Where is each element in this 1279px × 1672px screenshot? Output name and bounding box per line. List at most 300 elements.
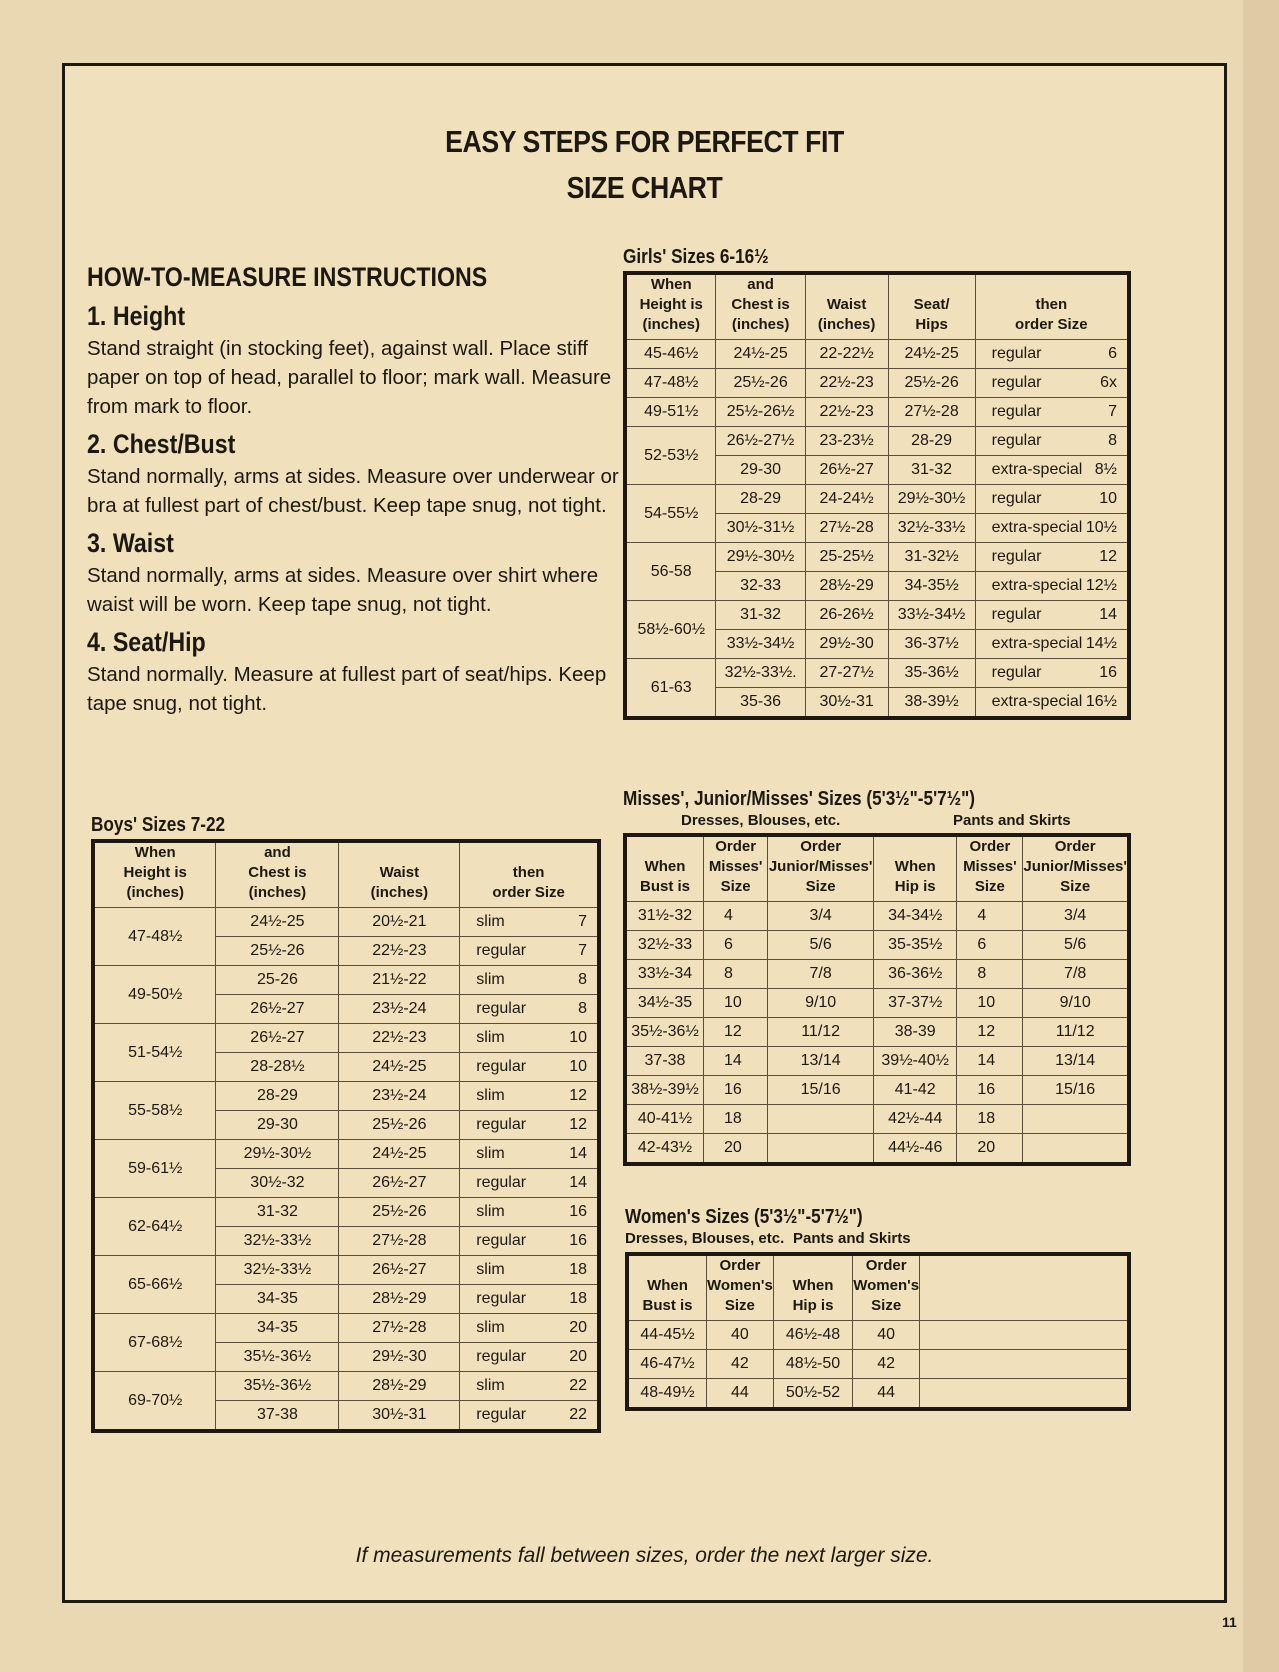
size-cell: 10 bbox=[703, 989, 767, 1018]
girls-header-1 bbox=[716, 273, 805, 340]
size-value: 10 bbox=[569, 1058, 587, 1075]
order-size-cell bbox=[975, 340, 1129, 369]
measure-cell: 37-38 bbox=[216, 1401, 339, 1432]
measure-cell: 36-37½ bbox=[888, 630, 975, 659]
measure-cell: 25½-26 bbox=[339, 1111, 460, 1140]
height-cell: 59-61½ bbox=[93, 1140, 216, 1198]
size-cell: 37-38 bbox=[625, 1047, 703, 1076]
header-line: Chest is bbox=[731, 296, 790, 313]
table-row bbox=[627, 1321, 1129, 1350]
measure-cell: 25½-26 bbox=[888, 369, 975, 398]
fit-type: slim bbox=[476, 1377, 505, 1394]
header-line: then bbox=[1035, 296, 1068, 313]
size-value: 20 bbox=[569, 1348, 587, 1365]
header-line: Order bbox=[715, 838, 757, 855]
header-line: Size bbox=[805, 878, 836, 895]
measure-cell: 29½-30½ bbox=[716, 543, 805, 572]
header-line: Height is bbox=[123, 864, 187, 881]
fit-type: regular bbox=[991, 374, 1042, 391]
header-line: Size bbox=[871, 1297, 902, 1314]
fit-type: regular bbox=[991, 345, 1042, 362]
size-cell: 40 bbox=[706, 1321, 773, 1350]
header-line: Size bbox=[720, 878, 751, 895]
girls-header-4 bbox=[975, 273, 1129, 340]
size-value: 8½ bbox=[1094, 461, 1117, 478]
women-table-title: Women's Sizes (5'3½"-5'7½") bbox=[625, 1206, 863, 1228]
size-value: 10 bbox=[1099, 490, 1117, 507]
size-cell: 41-42 bbox=[874, 1076, 957, 1105]
measure-cell: 29½-30 bbox=[805, 630, 888, 659]
size-cell: 42-43½ bbox=[625, 1134, 703, 1165]
size-value: 20 bbox=[569, 1319, 587, 1336]
size-cell: 3/4 bbox=[1023, 902, 1129, 931]
measure-cell: 23-23½ bbox=[805, 427, 888, 456]
girls-size-table bbox=[623, 271, 1131, 720]
measure-cell: 38-39½ bbox=[888, 688, 975, 719]
table-row bbox=[93, 1024, 599, 1053]
fit-type: slim bbox=[476, 1087, 505, 1104]
size-cell: 15/16 bbox=[1023, 1076, 1129, 1105]
fit-type: regular bbox=[476, 1232, 527, 1249]
table-row bbox=[625, 485, 1129, 514]
size-cell: 9/10 bbox=[1023, 989, 1129, 1018]
size-cell: 15/16 bbox=[768, 1076, 874, 1105]
fit-type: regular bbox=[476, 942, 527, 959]
size-value: 12 bbox=[569, 1087, 587, 1104]
order-size-cell bbox=[460, 1256, 599, 1285]
size-value: 16 bbox=[569, 1203, 587, 1220]
order-size-cell bbox=[460, 1343, 599, 1372]
header-line: Waist bbox=[379, 864, 420, 881]
measure-cell: 24½-25 bbox=[339, 1053, 460, 1082]
size-cell: 44 bbox=[706, 1379, 773, 1410]
table-row bbox=[625, 601, 1129, 630]
measure-cell: 29½-30½ bbox=[216, 1140, 339, 1169]
size-cell: 11/12 bbox=[768, 1018, 874, 1047]
size-cell: 5/6 bbox=[768, 931, 874, 960]
measure-cell: 30½-31 bbox=[805, 688, 888, 719]
table-row bbox=[93, 908, 599, 937]
header-line: Order bbox=[969, 838, 1011, 855]
fit-type: regular bbox=[476, 1290, 527, 1307]
table-row bbox=[93, 966, 599, 995]
size-cell: 48-49½ bbox=[627, 1379, 706, 1410]
header-line: When bbox=[644, 858, 686, 875]
size-cell: 7/8 bbox=[1023, 960, 1129, 989]
size-value: 22 bbox=[569, 1406, 587, 1423]
header-line: Size bbox=[1060, 878, 1091, 895]
table-row bbox=[93, 1256, 599, 1285]
order-size-cell bbox=[975, 601, 1129, 630]
size-cell: 6 bbox=[957, 931, 1023, 960]
step-seat-title: 4. Seat/Hip bbox=[87, 627, 206, 657]
size-cell: 8 bbox=[703, 960, 767, 989]
size-cell: 14 bbox=[957, 1047, 1023, 1076]
size-cell: 48½-50 bbox=[773, 1350, 852, 1379]
size-value: 8 bbox=[1108, 432, 1117, 449]
height-cell: 51-54½ bbox=[93, 1024, 216, 1082]
order-size-cell bbox=[975, 456, 1129, 485]
header-line: When bbox=[647, 1277, 688, 1294]
size-value: 18 bbox=[569, 1290, 587, 1307]
order-size-cell bbox=[460, 937, 599, 966]
measure-cell: 26½-27 bbox=[216, 995, 339, 1024]
measure-cell: 35½-36½ bbox=[216, 1372, 339, 1401]
size-value: 14 bbox=[569, 1174, 587, 1191]
step-height-title: 1. Height bbox=[87, 301, 186, 331]
size-cell: 40 bbox=[853, 1321, 920, 1350]
measure-cell: 32-33 bbox=[716, 572, 805, 601]
table-row bbox=[625, 1047, 1129, 1076]
measure-cell: 29½-30½ bbox=[888, 485, 975, 514]
blank-cell bbox=[920, 1379, 1129, 1410]
order-size-cell bbox=[460, 1140, 599, 1169]
order-size-cell bbox=[460, 1227, 599, 1256]
measure-cell: 25½-26 bbox=[716, 369, 805, 398]
header-line: then bbox=[512, 864, 545, 881]
measure-cell: 35½-36½ bbox=[216, 1343, 339, 1372]
size-cell: 20 bbox=[703, 1134, 767, 1165]
order-size-cell bbox=[975, 659, 1129, 688]
measure-cell: 24½-25 bbox=[716, 340, 805, 369]
table-row bbox=[625, 340, 1129, 369]
misses-caption-pants: Pants and Skirts bbox=[953, 812, 1071, 829]
size-value: 7 bbox=[578, 942, 587, 959]
fit-type: extra-special bbox=[991, 519, 1083, 536]
order-size-cell bbox=[460, 1082, 599, 1111]
size-cell: 9/10 bbox=[768, 989, 874, 1018]
size-cell: 33½-34 bbox=[625, 960, 703, 989]
size-value: 14½ bbox=[1085, 635, 1117, 652]
header-line: (inches) bbox=[248, 884, 307, 901]
size-cell: 16 bbox=[703, 1076, 767, 1105]
height-cell: 47-48½ bbox=[625, 369, 716, 398]
measure-cell: 26½-27 bbox=[339, 1169, 460, 1198]
misses-header-1 bbox=[703, 835, 767, 902]
order-size-cell bbox=[975, 369, 1129, 398]
height-cell: 69-70½ bbox=[93, 1372, 216, 1432]
girls-header-2 bbox=[805, 273, 888, 340]
boys-size-table bbox=[91, 839, 601, 1433]
order-size-cell bbox=[460, 1314, 599, 1343]
table-row bbox=[625, 960, 1129, 989]
size-value: 22 bbox=[569, 1377, 587, 1394]
measure-cell: 22½-23 bbox=[339, 937, 460, 966]
order-size-cell bbox=[460, 1111, 599, 1140]
measure-cell: 22½-23 bbox=[339, 1024, 460, 1053]
step-waist-text: Stand normally, arms at sides. Measure over shirt where waist will be worn. Keep tape snug, not tight. bbox=[87, 564, 599, 616]
order-size-cell bbox=[460, 1285, 599, 1314]
table-row bbox=[93, 1314, 599, 1343]
table-row bbox=[625, 989, 1129, 1018]
page-edge bbox=[1243, 0, 1279, 1672]
size-cell: 38½-39½ bbox=[625, 1076, 703, 1105]
size-cell: 7/8 bbox=[768, 960, 874, 989]
header-line: Size bbox=[974, 878, 1005, 895]
fit-type: slim bbox=[476, 913, 505, 930]
how-to-measure-section bbox=[87, 262, 647, 722]
header-line: Junior/Misses' bbox=[1023, 858, 1127, 875]
size-cell: 3/4 bbox=[768, 902, 874, 931]
measure-cell: 31-32½ bbox=[888, 543, 975, 572]
order-size-cell bbox=[460, 1198, 599, 1227]
women-size-table bbox=[625, 1252, 1131, 1411]
table-row bbox=[93, 1372, 599, 1401]
header-line: Hip is bbox=[894, 878, 936, 895]
size-value: 8 bbox=[578, 971, 587, 988]
fit-type: slim bbox=[476, 1145, 505, 1162]
height-cell: 52-53½ bbox=[625, 427, 716, 485]
size-cell: 35½-36½ bbox=[625, 1018, 703, 1047]
measure-cell: 27½-28 bbox=[805, 514, 888, 543]
misses-header-5 bbox=[1023, 835, 1129, 902]
order-size-cell bbox=[975, 427, 1129, 456]
measure-cell: 21½-22 bbox=[339, 966, 460, 995]
size-cell: 18 bbox=[957, 1105, 1023, 1134]
measure-cell: 25-25½ bbox=[805, 543, 888, 572]
size-cell: 35-35½ bbox=[874, 931, 957, 960]
header-line: and bbox=[747, 276, 774, 293]
boys-table-title: Boys' Sizes 7-22 bbox=[91, 814, 226, 836]
table-row bbox=[93, 1198, 599, 1227]
size-chart-frame bbox=[62, 63, 1227, 1603]
measure-cell: 27½-28 bbox=[888, 398, 975, 427]
women-header-1 bbox=[706, 1254, 773, 1321]
size-value: 10½ bbox=[1085, 519, 1117, 536]
size-cell: 42½-44 bbox=[874, 1105, 957, 1134]
size-value: 18 bbox=[569, 1261, 587, 1278]
size-cell: 44-45½ bbox=[627, 1321, 706, 1350]
order-size-cell bbox=[460, 1169, 599, 1198]
measure-cell: 22½-23 bbox=[805, 369, 888, 398]
size-cell: 20 bbox=[957, 1134, 1023, 1165]
measure-cell: 34-35 bbox=[216, 1285, 339, 1314]
measure-cell: 31-32 bbox=[716, 601, 805, 630]
footnote: If measurements fall between sizes, order the next larger size. bbox=[355, 1544, 934, 1567]
header-line: Hips bbox=[915, 316, 948, 333]
measure-cell: 20½-21 bbox=[339, 908, 460, 937]
step-chest-title: 2. Chest/Bust bbox=[87, 429, 236, 459]
size-value: 7 bbox=[578, 913, 587, 930]
height-cell: 58½-60½ bbox=[625, 601, 716, 659]
table-row bbox=[625, 1018, 1129, 1047]
height-cell: 65-66½ bbox=[93, 1256, 216, 1314]
size-cell: 16 bbox=[957, 1076, 1023, 1105]
fit-type: slim bbox=[476, 1029, 505, 1046]
size-cell: 40-41½ bbox=[625, 1105, 703, 1134]
table-row bbox=[625, 543, 1129, 572]
size-value: 12 bbox=[569, 1116, 587, 1133]
order-size-cell bbox=[460, 1024, 599, 1053]
order-size-cell bbox=[460, 1372, 599, 1401]
height-cell: 61-63 bbox=[625, 659, 716, 719]
size-cell: 39½-40½ bbox=[874, 1047, 957, 1076]
misses-header-4 bbox=[957, 835, 1023, 902]
header-line: (inches) bbox=[731, 316, 790, 333]
header-line: order Size bbox=[492, 884, 565, 901]
measure-cell: 29-30 bbox=[216, 1111, 339, 1140]
header-line: Height is bbox=[639, 296, 703, 313]
measure-cell: 26-26½ bbox=[805, 601, 888, 630]
size-cell: 36-36½ bbox=[874, 960, 957, 989]
height-cell: 54-55½ bbox=[625, 485, 716, 543]
measure-cell: 31-32 bbox=[216, 1198, 339, 1227]
size-value: 8 bbox=[578, 1000, 587, 1017]
fit-type: extra-special bbox=[991, 461, 1083, 478]
measure-cell: 35-36½ bbox=[888, 659, 975, 688]
fit-type: slim bbox=[476, 1261, 505, 1278]
blank-header bbox=[920, 1254, 1129, 1321]
size-cell: 46-47½ bbox=[627, 1350, 706, 1379]
measure-cell: 31-32 bbox=[888, 456, 975, 485]
step-chest-text: Stand normally, arms at sides. Measure over underwear or bra at fullest part of chest/bust. Keep tape snug, not tight. bbox=[87, 465, 619, 517]
measure-cell: 26½-27 bbox=[805, 456, 888, 485]
page-subtitle: SIZE CHART bbox=[566, 170, 723, 205]
measure-cell: 27½-28 bbox=[339, 1227, 460, 1256]
size-cell: 11/12 bbox=[1023, 1018, 1129, 1047]
fit-type: slim bbox=[476, 1319, 505, 1336]
misses-header-2 bbox=[768, 835, 874, 902]
women-caption-dresses: Dresses, Blouses, etc. bbox=[625, 1230, 785, 1247]
table-row bbox=[625, 1134, 1129, 1165]
size-cell: 38-39 bbox=[874, 1018, 957, 1047]
size-cell: 12 bbox=[703, 1018, 767, 1047]
step-seat-text: Stand normally. Measure at fullest part of seat/hips. Keep tape snug, not tight. bbox=[87, 663, 607, 715]
order-size-cell bbox=[975, 630, 1129, 659]
measure-cell: 32½-33½ bbox=[216, 1256, 339, 1285]
measure-cell: 25½-26½ bbox=[716, 398, 805, 427]
misses-caption-dresses: Dresses, Blouses, etc. bbox=[681, 812, 841, 829]
measure-cell: 34-35 bbox=[216, 1314, 339, 1343]
height-cell: 47-48½ bbox=[93, 908, 216, 966]
fit-type: regular bbox=[476, 1000, 527, 1017]
header-line: Order bbox=[800, 838, 842, 855]
size-cell: 4 bbox=[703, 902, 767, 931]
size-value: 6x bbox=[1100, 374, 1117, 391]
measure-cell: 30½-32 bbox=[216, 1169, 339, 1198]
fit-type: regular bbox=[991, 606, 1042, 623]
size-cell: 34-34½ bbox=[874, 902, 957, 931]
height-cell: 55-58½ bbox=[93, 1082, 216, 1140]
measure-cell: 29½-30 bbox=[339, 1343, 460, 1372]
step-waist-title: 3. Waist bbox=[87, 528, 174, 558]
fit-type: regular bbox=[991, 664, 1042, 681]
fit-type: regular bbox=[476, 1174, 527, 1191]
table-row bbox=[93, 1082, 599, 1111]
size-cell bbox=[1023, 1134, 1129, 1165]
blank-cell bbox=[920, 1321, 1129, 1350]
measure-cell: 33½-34½ bbox=[716, 630, 805, 659]
header-line: and bbox=[264, 844, 291, 861]
step-height-text: Stand straight (in stocking feet), against wall. Place stiff paper on top of head, parallel to floor; mark wall. Measure from mark to floor. bbox=[87, 337, 612, 418]
boys-header-2 bbox=[339, 841, 460, 908]
header-line: When bbox=[894, 858, 936, 875]
header-line: When bbox=[134, 844, 176, 861]
measure-cell: 28-29 bbox=[888, 427, 975, 456]
measure-cell: 28½-29 bbox=[339, 1285, 460, 1314]
header-line: Order bbox=[1054, 838, 1096, 855]
order-size-cell bbox=[975, 514, 1129, 543]
measure-cell: 28½-29 bbox=[805, 572, 888, 601]
size-value: 12 bbox=[1099, 548, 1117, 565]
measure-cell: 30½-31½ bbox=[716, 514, 805, 543]
table-row bbox=[625, 398, 1129, 427]
size-value: 6 bbox=[1108, 345, 1117, 362]
order-size-cell bbox=[975, 543, 1129, 572]
measure-cell: 24½-25 bbox=[216, 908, 339, 937]
page-title: EASY STEPS FOR PERFECT FIT bbox=[445, 124, 844, 159]
misses-header-3 bbox=[874, 835, 957, 902]
header-line: Misses' bbox=[708, 858, 763, 875]
size-cell: 10 bbox=[957, 989, 1023, 1018]
girls-header-0 bbox=[625, 273, 716, 340]
women-header-3 bbox=[853, 1254, 920, 1321]
header-line: (inches) bbox=[370, 884, 429, 901]
fit-type: extra-special bbox=[991, 577, 1083, 594]
size-value: 14 bbox=[569, 1145, 587, 1162]
size-cell: 46½-48 bbox=[773, 1321, 852, 1350]
fit-type: regular bbox=[476, 1058, 527, 1075]
size-cell: 32½-33 bbox=[625, 931, 703, 960]
header-line: order Size bbox=[1015, 316, 1088, 333]
height-cell: 62-64½ bbox=[93, 1198, 216, 1256]
header-line: Hip is bbox=[792, 1297, 834, 1314]
boys-header-0 bbox=[93, 841, 216, 908]
size-value: 7 bbox=[1108, 403, 1117, 420]
height-cell: 49-50½ bbox=[93, 966, 216, 1024]
table-row bbox=[625, 902, 1129, 931]
instructions-heading: HOW-TO-MEASURE INSTRUCTIONS bbox=[87, 262, 488, 292]
table-row bbox=[627, 1379, 1129, 1410]
size-cell: 6 bbox=[703, 931, 767, 960]
header-line: Order bbox=[719, 1257, 761, 1274]
header-line: Waist bbox=[826, 296, 867, 313]
fit-type: regular bbox=[476, 1116, 527, 1133]
size-cell: 34½-35 bbox=[625, 989, 703, 1018]
header-line: Chest is bbox=[248, 864, 307, 881]
size-value: 16½ bbox=[1085, 693, 1117, 710]
table-row bbox=[627, 1350, 1129, 1379]
size-cell bbox=[1023, 1105, 1129, 1134]
measure-cell: 25-26 bbox=[216, 966, 339, 995]
fit-type: regular bbox=[991, 548, 1042, 565]
measure-cell: 26½-27 bbox=[216, 1024, 339, 1053]
header-line: (inches) bbox=[817, 316, 876, 333]
size-cell: 31½-32 bbox=[625, 902, 703, 931]
women-caption-pants: Pants and Skirts bbox=[793, 1230, 911, 1247]
height-cell: 45-46½ bbox=[625, 340, 716, 369]
size-cell: 44 bbox=[853, 1379, 920, 1410]
height-cell: 49-51½ bbox=[625, 398, 716, 427]
order-size-cell bbox=[460, 966, 599, 995]
boys-header-1 bbox=[216, 841, 339, 908]
header-line: Women's bbox=[853, 1277, 920, 1294]
size-cell: 14 bbox=[703, 1047, 767, 1076]
fit-type: regular bbox=[991, 490, 1042, 507]
measure-cell: 25½-26 bbox=[339, 1198, 460, 1227]
fit-type: regular bbox=[476, 1348, 527, 1365]
measure-cell: 24½-25 bbox=[888, 340, 975, 369]
header-line: Junior/Misses' bbox=[768, 858, 873, 875]
measure-cell: 23½-24 bbox=[339, 1082, 460, 1111]
measure-cell: 27½-28 bbox=[339, 1314, 460, 1343]
height-cell: 67-68½ bbox=[93, 1314, 216, 1372]
order-size-cell bbox=[975, 398, 1129, 427]
size-cell: 5/6 bbox=[1023, 931, 1129, 960]
size-value: 16 bbox=[1099, 664, 1117, 681]
women-header-2 bbox=[773, 1254, 852, 1321]
measure-cell: 25½-26 bbox=[216, 937, 339, 966]
